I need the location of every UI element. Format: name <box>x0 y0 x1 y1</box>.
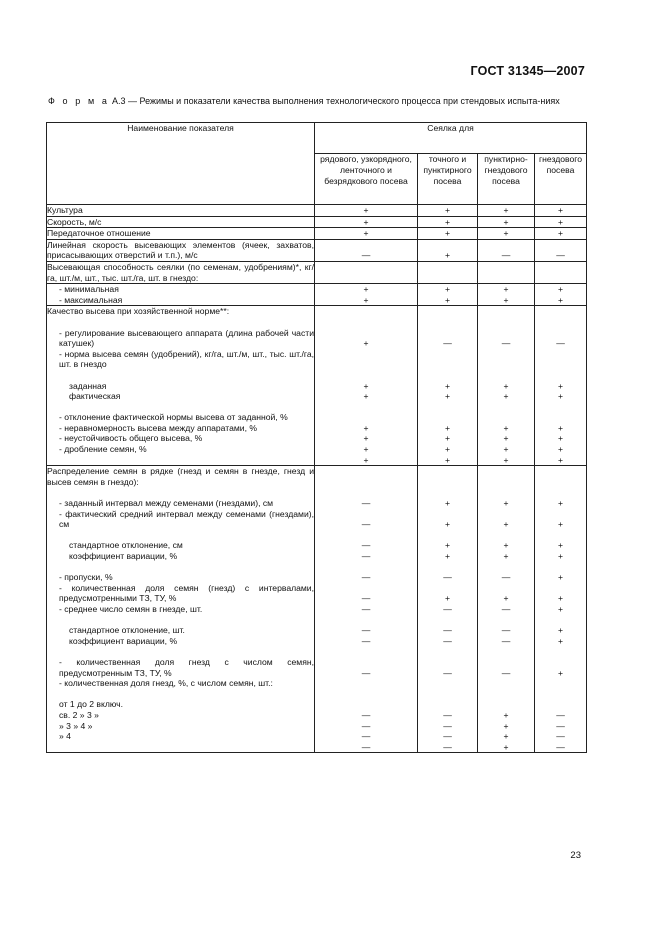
table-cell: + <box>315 205 418 217</box>
table-cell: + <box>478 205 535 217</box>
table-row <box>47 306 587 466</box>
table-cell: — + + + + + + <box>478 306 535 466</box>
row-name: Качество высева при хозяйственной норме**: - регулирование высевающего аппарата (длина рабочей части катушек) - норма высева семян (удобрений), кг/га, шт./м, шт., тыс. шт./га, шт. в гнездо заданная фактическая - отклонение фактической нормы высева от заданной, % - неравномерность высева между аппаратами, % - неустойчивость общего высева, % - дробление семян, % <box>47 306 315 466</box>
table-cell <box>478 261 535 283</box>
table-row <box>47 466 587 753</box>
table-row <box>47 284 587 306</box>
form-title: А.3 — Режимы и показатели качества выполнения технологического процесса при стендовых испыта-ниях <box>109 96 560 106</box>
table-cell: + <box>535 205 587 217</box>
table-cell: + <box>418 205 478 217</box>
table-cell: + <box>315 216 418 228</box>
table-cell: — <box>315 239 418 261</box>
table-cell: — <box>478 239 535 261</box>
table-cell: + + + + — + — — — — — — — — <box>418 466 478 753</box>
column-group-header: Сеялка для <box>315 123 587 154</box>
table-row <box>47 228 587 240</box>
table-cell: + <box>418 228 478 240</box>
table-cell: — — — — — — — — — — — — — — <box>315 466 418 753</box>
table-cell: + <box>478 216 535 228</box>
table-cell: + <box>418 216 478 228</box>
table-cell: + + <box>478 284 535 306</box>
table-cell: + <box>418 239 478 261</box>
row-name: Распределение семян в рядке (гнезд и семян в гнезде, гнезд и высев семян в гнездо): - заданный интервал между семенами (гнездами), см - фактический средний интервал между семенами (гнездами), см стандартное отклонение, см коэффициент вариации, % - пропуски, % - количественная доля семян (гнезд) с интервалами, предусмотренными ТЗ, ТУ, % - среднее число семян в гнезде, шт. стандартное отклонение, шт. коэффициент вариации, % - количественная доля гнезд с числом семян, предусмотренным ТЗ, ТУ, % - количественная доля гнезд, %, с числом семян, шт.: от 1 до 2 включ. св. 2 » 3 » » 3 » 4 » » 4 <box>47 466 315 753</box>
row-name: Передаточное отношение <box>47 228 315 240</box>
table-cell: + + + + + + + <box>315 306 418 466</box>
table-row <box>47 261 587 283</box>
column-header-row-seeder: рядового, узкорядного, ленточного и безрядкового посева <box>315 154 418 205</box>
row-name: Культура <box>47 205 315 217</box>
column-header-precision-seeder: точного и пунктирного посева <box>418 154 478 205</box>
table-cell: + + + + — + — — — — + + + + <box>478 466 535 753</box>
table-row <box>47 239 587 261</box>
table-cell: + <box>535 228 587 240</box>
column-header-hill-dotted-seeder: пунктирно-гнездового посева <box>478 154 535 205</box>
table-cell: + <box>315 228 418 240</box>
table-cell <box>315 261 418 283</box>
document-code: ГОСТ 31345—2007 <box>470 64 585 78</box>
row-name: Скорость, м/с <box>47 216 315 228</box>
table-cell <box>418 261 478 283</box>
table-cell: + + <box>418 284 478 306</box>
table-cell: — + + + + + + <box>418 306 478 466</box>
table-row <box>47 205 587 217</box>
table-cell: + + <box>315 284 418 306</box>
row-name: - минимальная - максимальная <box>47 284 315 306</box>
table-cell: + <box>478 228 535 240</box>
form-label: Ф о р м а <box>48 96 110 106</box>
table-cell: — <box>535 239 587 261</box>
table-row <box>47 216 587 228</box>
row-name: Высевающая способность сеялки (по семенам, удобрениям)*, кг/га, шт./м, шт., тыс. шт./га, шт. в гнездо: <box>47 261 314 283</box>
table-cell: + <box>535 216 587 228</box>
column-header-hill-seeder: гнездового посева <box>535 154 587 205</box>
table-cell: + + <box>535 284 587 306</box>
form-caption <box>48 96 588 107</box>
parameters-table <box>46 122 587 753</box>
table-cell <box>535 261 587 283</box>
column-header-name: Наименование показателя <box>47 123 315 205</box>
table-cell: + + + + + + + + + + — — — — <box>535 466 587 753</box>
row-name: Линейная скорость высевающих элементов (ячеек, захватов, присасывающих отверстий и т.п.), м/с <box>47 239 314 261</box>
page-number: 23 <box>570 850 581 861</box>
table-cell: — + + + + + + <box>535 306 587 466</box>
